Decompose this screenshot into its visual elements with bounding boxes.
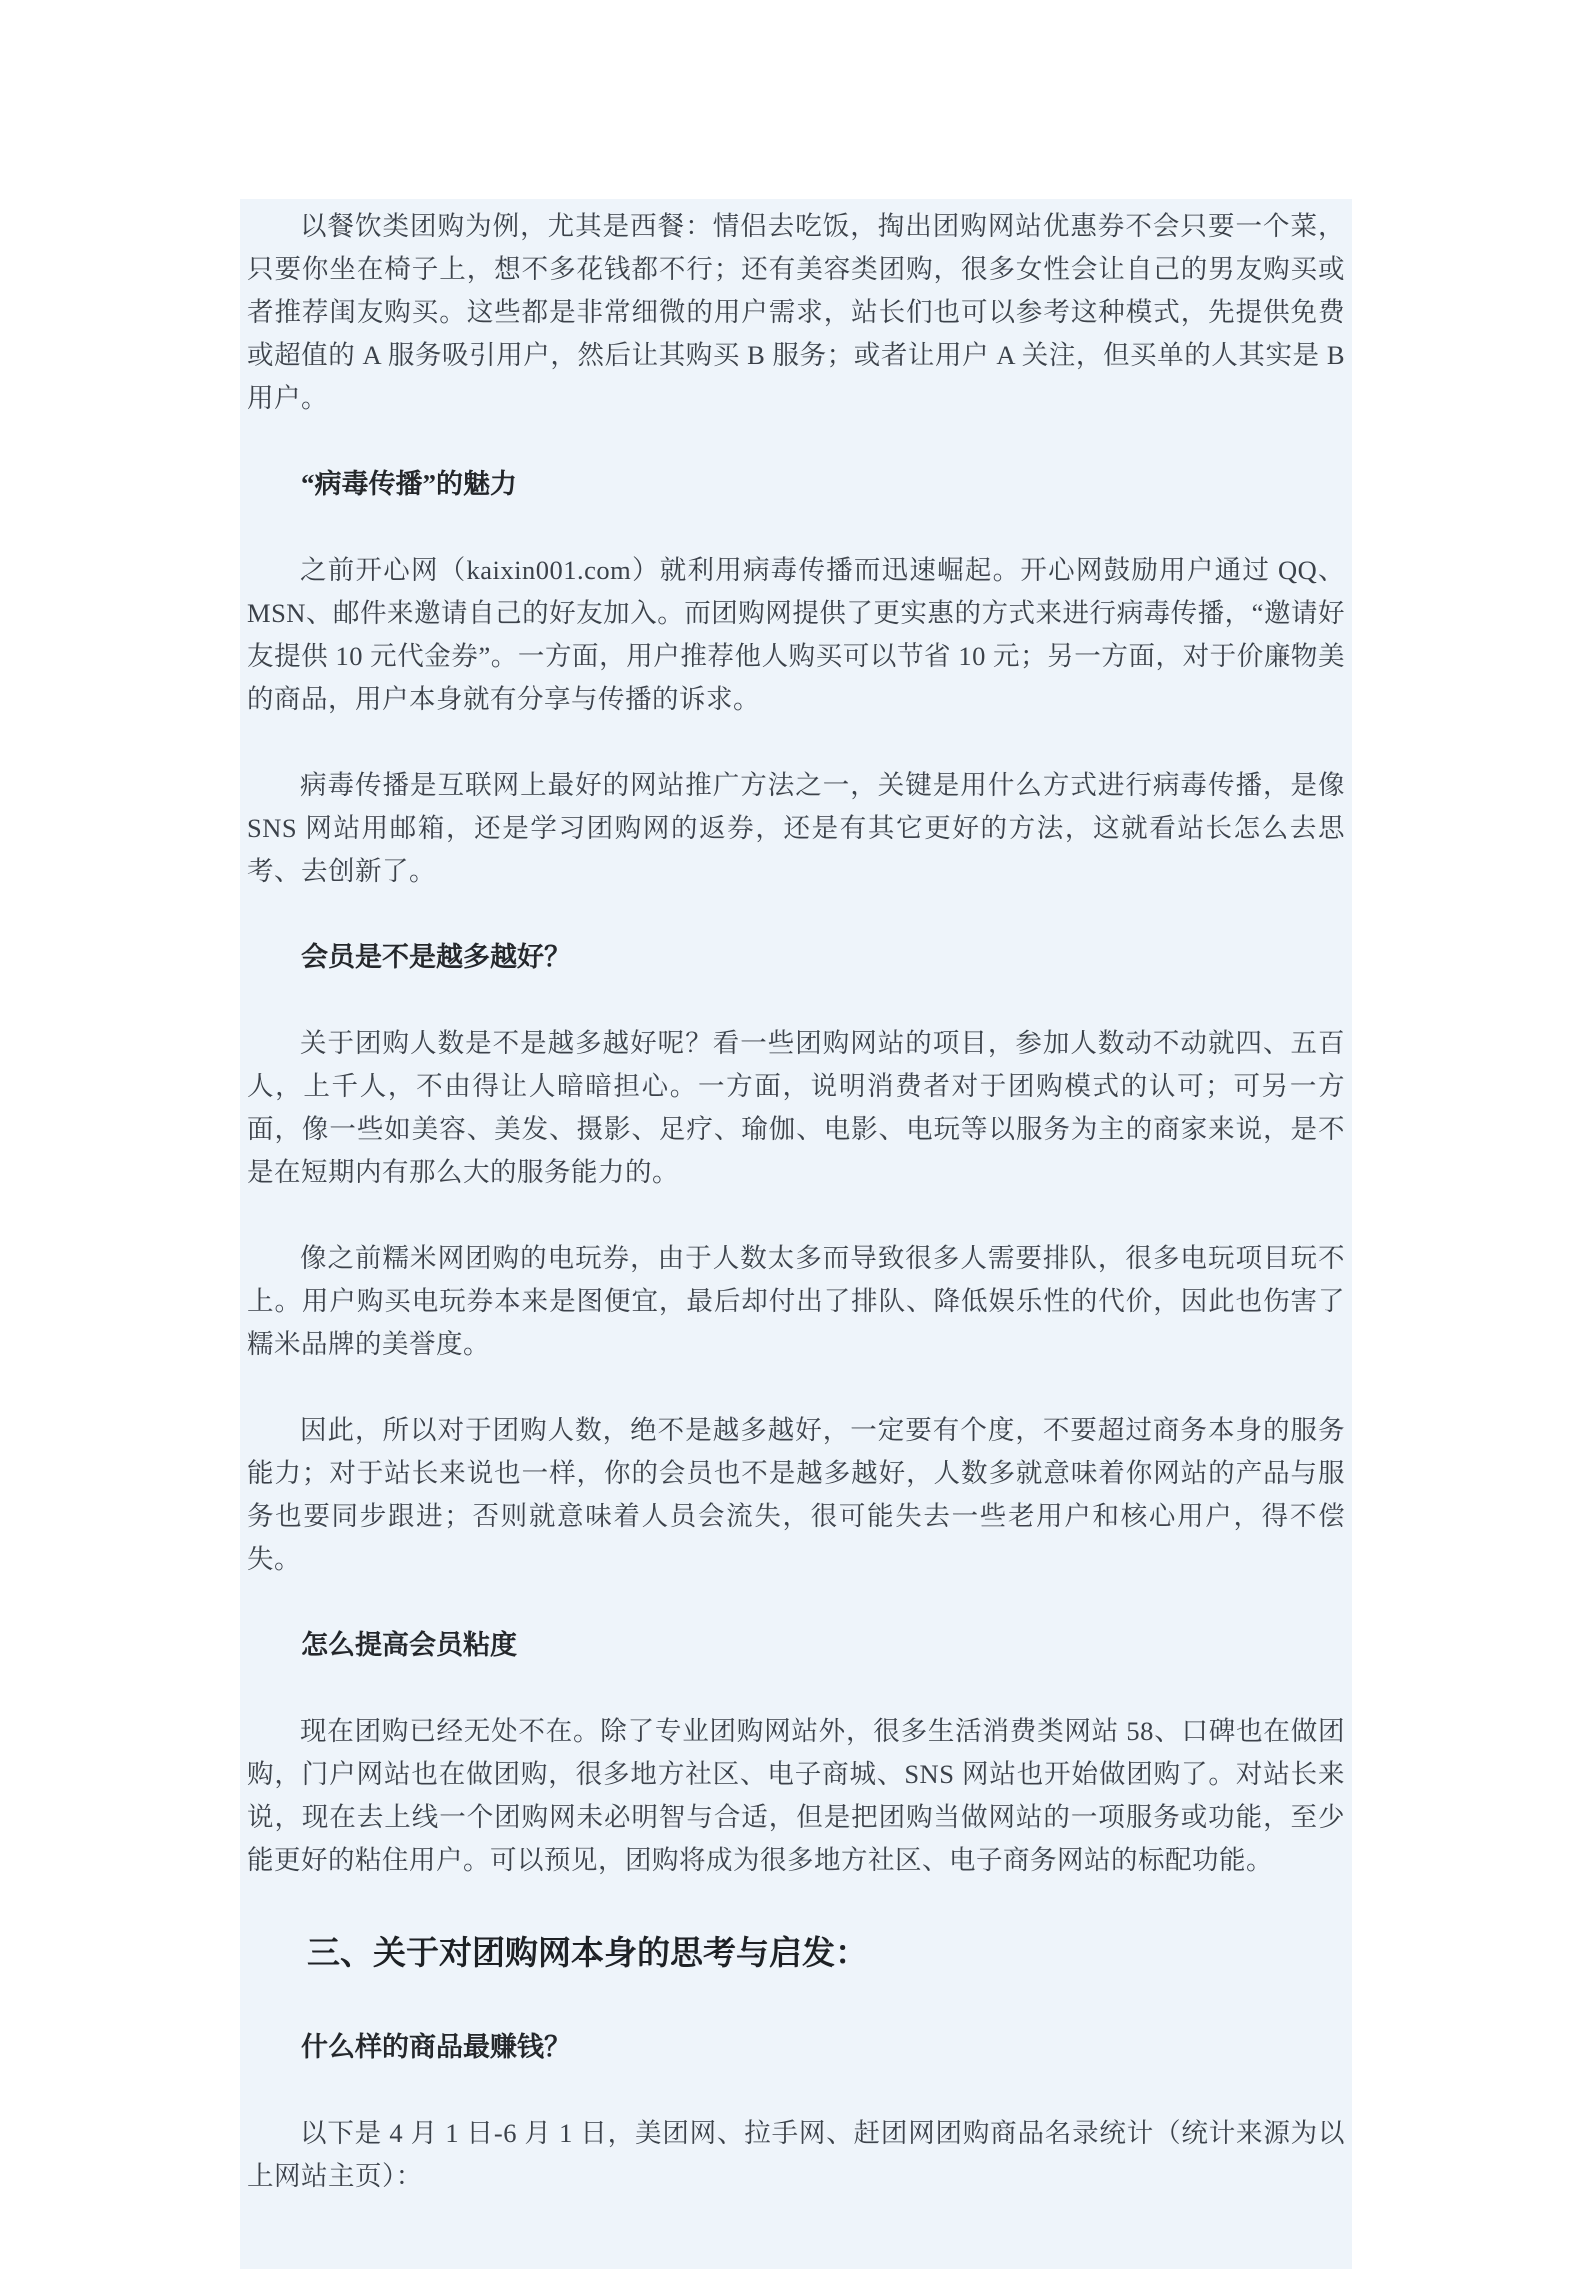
section-heading: 怎么提高会员粘度 [301,1630,517,1660]
section-heading: 什么样的商品最赚钱？ [301,2032,571,2062]
chapter-heading: 三、关于对团购网本身的思考与启发： [307,1936,868,1972]
paragraph: 以下是 4 月 1 日-6 月 1 日，美团网、拉手网、赶团网团购商品名录统计（统计来源为以上网站主页）： [247,2118,1345,2191]
section-heading: 会员是不是越多越好？ [301,942,571,972]
paragraph: 因此，所以对于团购人数，绝不是越多越好，一定要有个度，不要超过商务本身的服务能力；对于站长来说也一样，你的会员也不是越多越好，人数多就意味着你网站的产品与服务也要同步跟进；否则就意味着人员会流失，很可能失去一些老用户和核心用户，得不偿失。 [247,1415,1345,1574]
article-body [240,199,1352,2269]
paragraph: 现在团购已经无处不在。除了专业团购网站外，很多生活消费类网站 58、口碑也在做团购，门户网站也在做团购，很多地方社区、电子商城、SNS 网站也开始做团购了。对站长来说，现在去上线一个团购网未必明智与合适，但是把团购当做网站的一项服务或功能，至少能更好的粘住用户。可以预见，团购将成为很多地方社区、电子商务网站的标配功能。 [247,1716,1345,1875]
section-heading: “病毒传播”的魅力 [301,469,517,499]
paragraph: 病毒传播是互联网上最好的网站推广方法之一，关键是用什么方式进行病毒传播，是像 SNS 网站用邮箱，还是学习团购网的返券，还是有其它更好的方法，这就看站长怎么去思考、去创新了。 [247,770,1345,886]
paragraph: 像之前糯米网团购的电玩券，由于人数太多而导致很多人需要排队，很多电玩项目玩不上。用户购买电玩券本来是图便宜，最后却付出了排队、降低娱乐性的代价，因此也伤害了糯米品牌的美誉度。 [247,1243,1345,1359]
paragraph: 关于团购人数是不是越多越好呢？看一些团购网站的项目，参加人数动不动就四、五百人，上千人，不由得让人暗暗担心。一方面，说明消费者对于团购模式的认可；可另一方面，像一些如美容、美发、摄影、足疗、瑜伽、电影、电玩等以服务为主的商家来说，是不是在短期内有那么大的服务能力的。 [247,1028,1345,1187]
paragraph: 以餐饮类团购为例，尤其是西餐：情侣去吃饭，掏出团购网站优惠券不会只要一个菜，只要你坐在椅子上，想不多花钱都不行；还有美容类团购，很多女性会让自己的男友购买或者推荐闺友购买。这些都是非常细微的用户需求，站长们也可以参考这种模式，先提供免费或超值的 A 服务吸引用户，然后让其购买 B 服务；或者让用户 A 关注，但买单的人其实是 B 用户。 [247,211,1345,413]
paragraph: 之前开心网（kaixin001.com）就利用病毒传播而迅速崛起。开心网鼓励用户通过 QQ、MSN、邮件来邀请自己的好友加入。而团购网提供了更实惠的方式来进行病毒传播，“邀请好友提供 10 元代金券”。一方面，用户推荐他人购买可以节省 10 元；另一方面，对于价廉物美的商品，用户本身就有分享与传播的诉求。 [247,555,1345,714]
